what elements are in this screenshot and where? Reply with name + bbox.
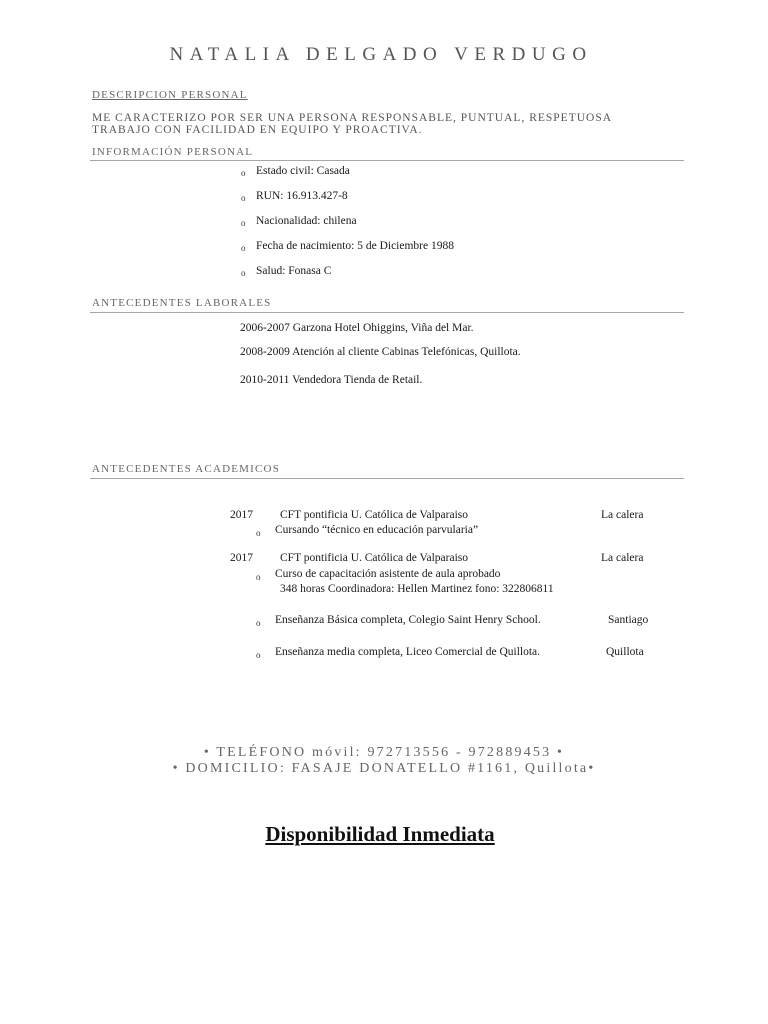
academic-detail: Cursando “técnico en educación parvularia” <box>275 524 479 536</box>
description-text <box>92 112 692 136</box>
bullet-icon: o <box>241 168 246 178</box>
personal-item-civil-status: Estado civil: Casada <box>256 165 350 177</box>
description-line-2: TRABAJO CON FACILIDAD EN EQUIPO Y PROACTIVA. <box>92 124 423 136</box>
bullet-icon: o <box>256 650 261 660</box>
academic-institution: CFT pontificia U. Católica de Valparaiso <box>280 509 469 521</box>
section-divider <box>90 478 684 479</box>
section-divider <box>90 160 684 161</box>
section-divider <box>90 312 684 313</box>
academic-location: Santiago <box>608 614 649 626</box>
academic-detail: Curso de capacitación asistente de aula aprobado <box>275 568 501 580</box>
academic-location: La calera <box>601 509 644 521</box>
personal-item-nationality: Nacionalidad: chilena <box>256 215 357 227</box>
contact-address: • DOMICILIO: FASAJE DONATELLO #1161, Quillota• <box>172 761 596 776</box>
candidate-name: NATALIA DELGADO VERDUGO <box>169 44 593 65</box>
bullet-icon: o <box>256 528 261 538</box>
work-item: 2010-2011 Vendedora Tienda de Retail. <box>240 374 423 386</box>
bullet-icon: o <box>241 193 246 203</box>
bullet-icon: o <box>256 572 261 582</box>
personal-item-birthdate: Fecha de nacimiento: 5 de Diciembre 1988 <box>256 240 454 252</box>
availability-note: Disponibilidad Inmediata <box>265 822 495 846</box>
work-heading: ANTECEDENTES LABORALES <box>92 297 272 309</box>
personal-item-health: Salud: Fonasa C <box>256 265 332 277</box>
academic-location: La calera <box>601 552 644 564</box>
academic-heading: ANTECEDENTES ACADEMICOS <box>92 463 281 475</box>
work-item: 2006-2007 Garzona Hotel Ohiggins, Viña del Mar. <box>240 322 474 334</box>
academic-media: Enseñanza media completa, Liceo Comercial de Quillota. <box>275 646 541 658</box>
bullet-icon: o <box>241 218 246 228</box>
academic-year: 2017 <box>230 509 253 521</box>
description-heading: DESCRIPCION PERSONAL <box>92 89 248 101</box>
academic-location: Quillota <box>606 646 644 658</box>
academic-year: 2017 <box>230 552 253 564</box>
personal-item-run: RUN: 16.913.427-8 <box>256 190 348 202</box>
personal-info-heading: INFORMACIÓN PERSONAL <box>92 146 254 158</box>
bullet-icon: o <box>241 268 246 278</box>
bullet-icon: o <box>256 618 261 628</box>
academic-detail-hours: 348 horas Coordinadora: Hellen Martinez fono: 322806811 <box>280 583 554 595</box>
work-item: 2008-2009 Atención al cliente Cabinas Telefónicas, Quillota. <box>240 346 521 358</box>
bullet-icon: o <box>241 243 246 253</box>
contact-phone: • TELÉFONO móvil: 972713556 - 972889453 • <box>203 745 565 760</box>
academic-basic: Enseñanza Básica completa, Colegio Saint Henry School. <box>275 614 541 626</box>
academic-institution: CFT pontificia U. Católica de Valparaiso <box>280 552 469 564</box>
description-line-1: ME CARACTERIZO POR SER UNA PERSONA RESPONSABLE, PUNTUAL, RESPETUOSA <box>92 112 613 124</box>
